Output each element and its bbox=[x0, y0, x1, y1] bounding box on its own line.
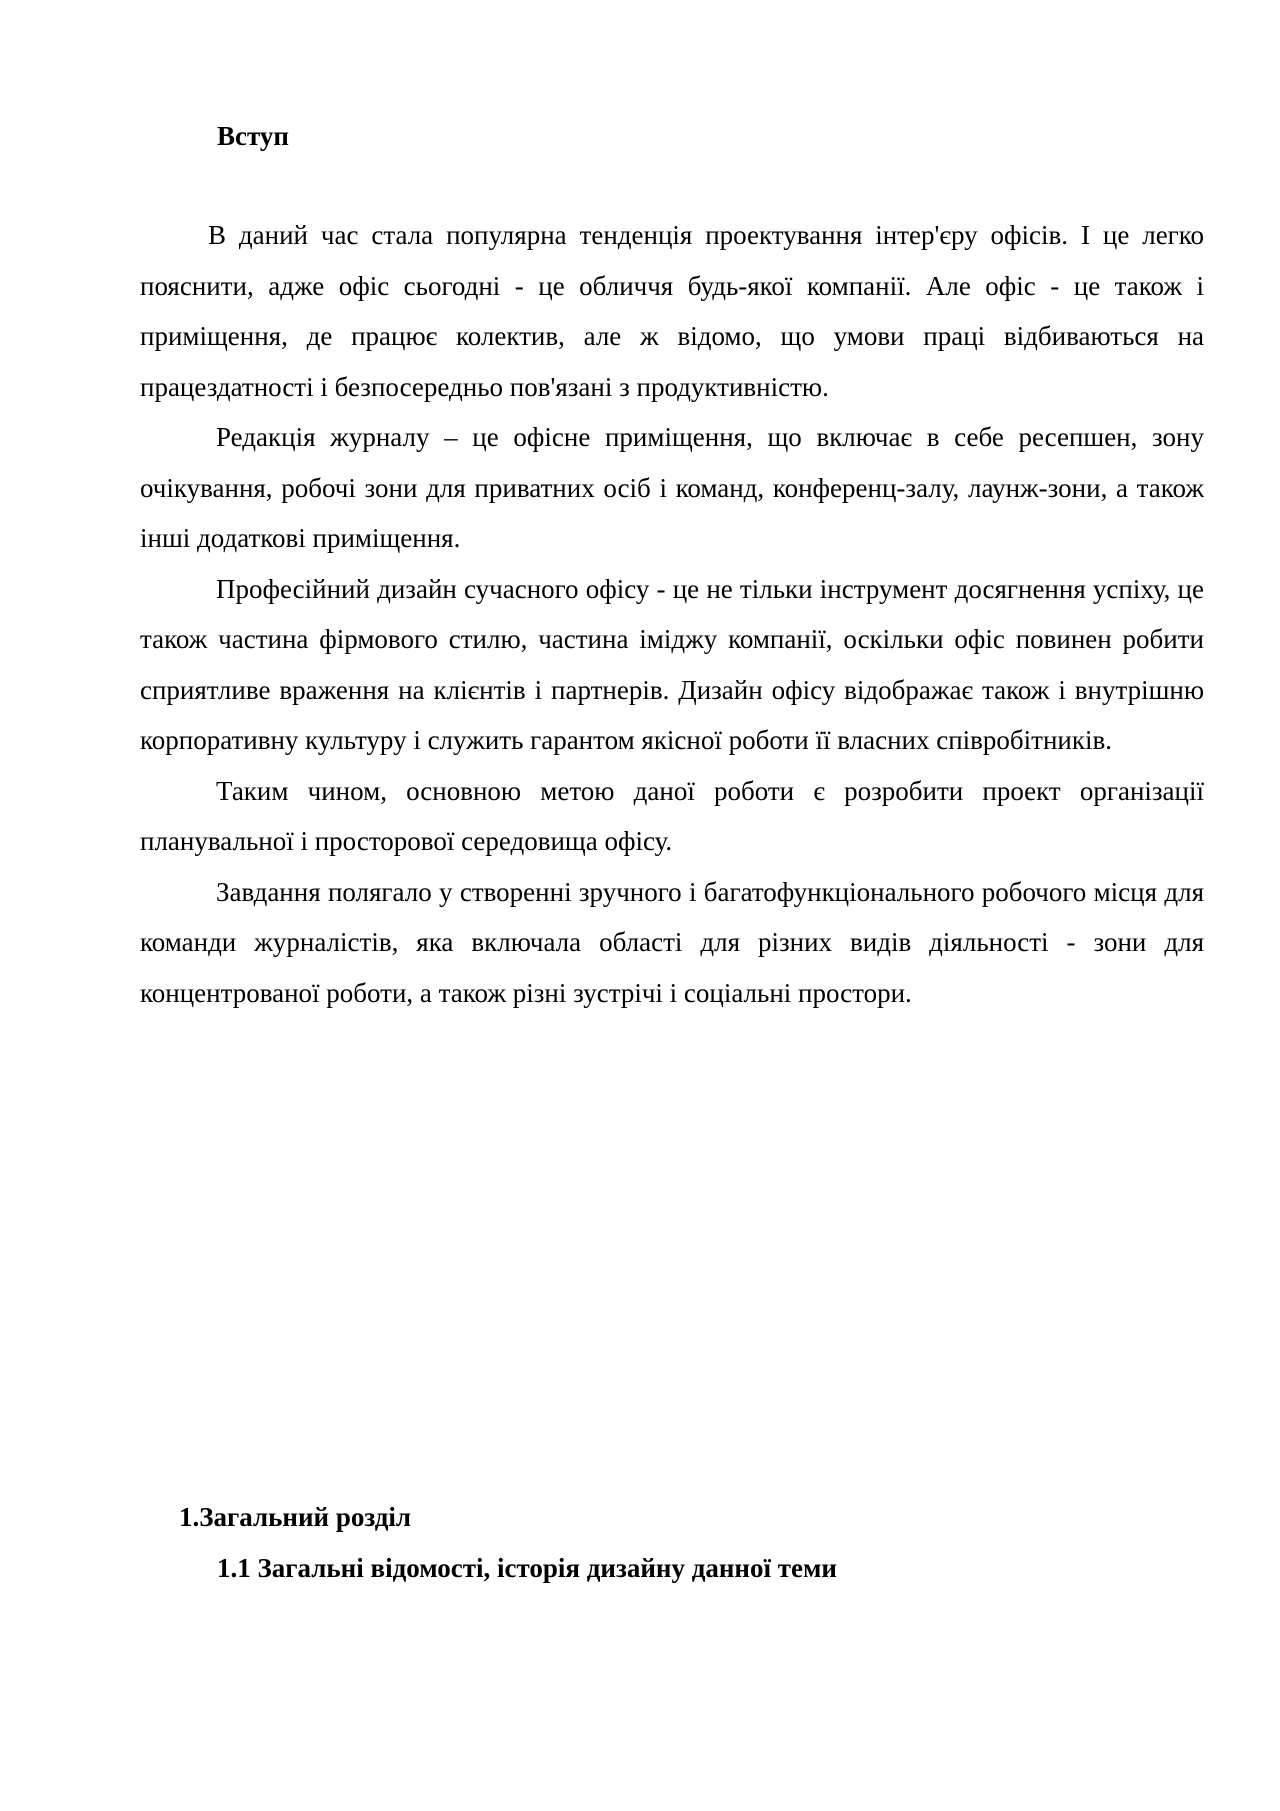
intro-body bbox=[140, 210, 1204, 1018]
subsection-heading: 1.1 Загальні відомості, історія дизайну данної теми bbox=[217, 1553, 837, 1583]
paragraph-work-goal: Таким чином, основною метою даної роботи є розробити проект організації планувальної і просторової середовища офісу. bbox=[140, 775, 1204, 856]
paragraph-professional-design: Професійний дизайн сучасного офісу - це не тільки інструмент досягнення успіху, це також частина фірмового стилю, частина іміджу компанії, оскільки офіс повинен робити сприятливе враження на клієнтів і партнерів. Дизайн офісу відображає також і внутрішню корпоративну культуру і служить гарантом якісної роботи її власних співробітників. bbox=[140, 573, 1204, 755]
paragraph-office-trend: В даний час стала популярна тенденція проектування інтер'єру офісів. І це легко пояснити, адже офіс сьогодні - це обличчя будь-якої компанії. Але офіс - це також і приміщення, де працює колектив, але ж відомо, що умови праці відбиваються на працездатності і безпосередньо пов'язані з продуктивністю. bbox=[140, 220, 1204, 402]
paragraph-editorial-office: Редакція журналу – це офісне приміщення, що включає в себе ресепшен, зону очікування, робочі зони для приватних осіб і команд, конференц-залу, лаунж-зони, а також інші додаткові приміщення. bbox=[140, 422, 1204, 553]
paragraph-task: Завдання полягало у створенні зручного і багатофункціонального робочого місця для команди журналістів, яка включала області для різних видів діяльності - зони для концентрованої роботи, а також різні зустрічі і соціальні простори. bbox=[140, 876, 1204, 1008]
intro-heading: Вступ bbox=[217, 121, 289, 151]
section-heading: 1.Загальний розділ bbox=[179, 1502, 412, 1532]
